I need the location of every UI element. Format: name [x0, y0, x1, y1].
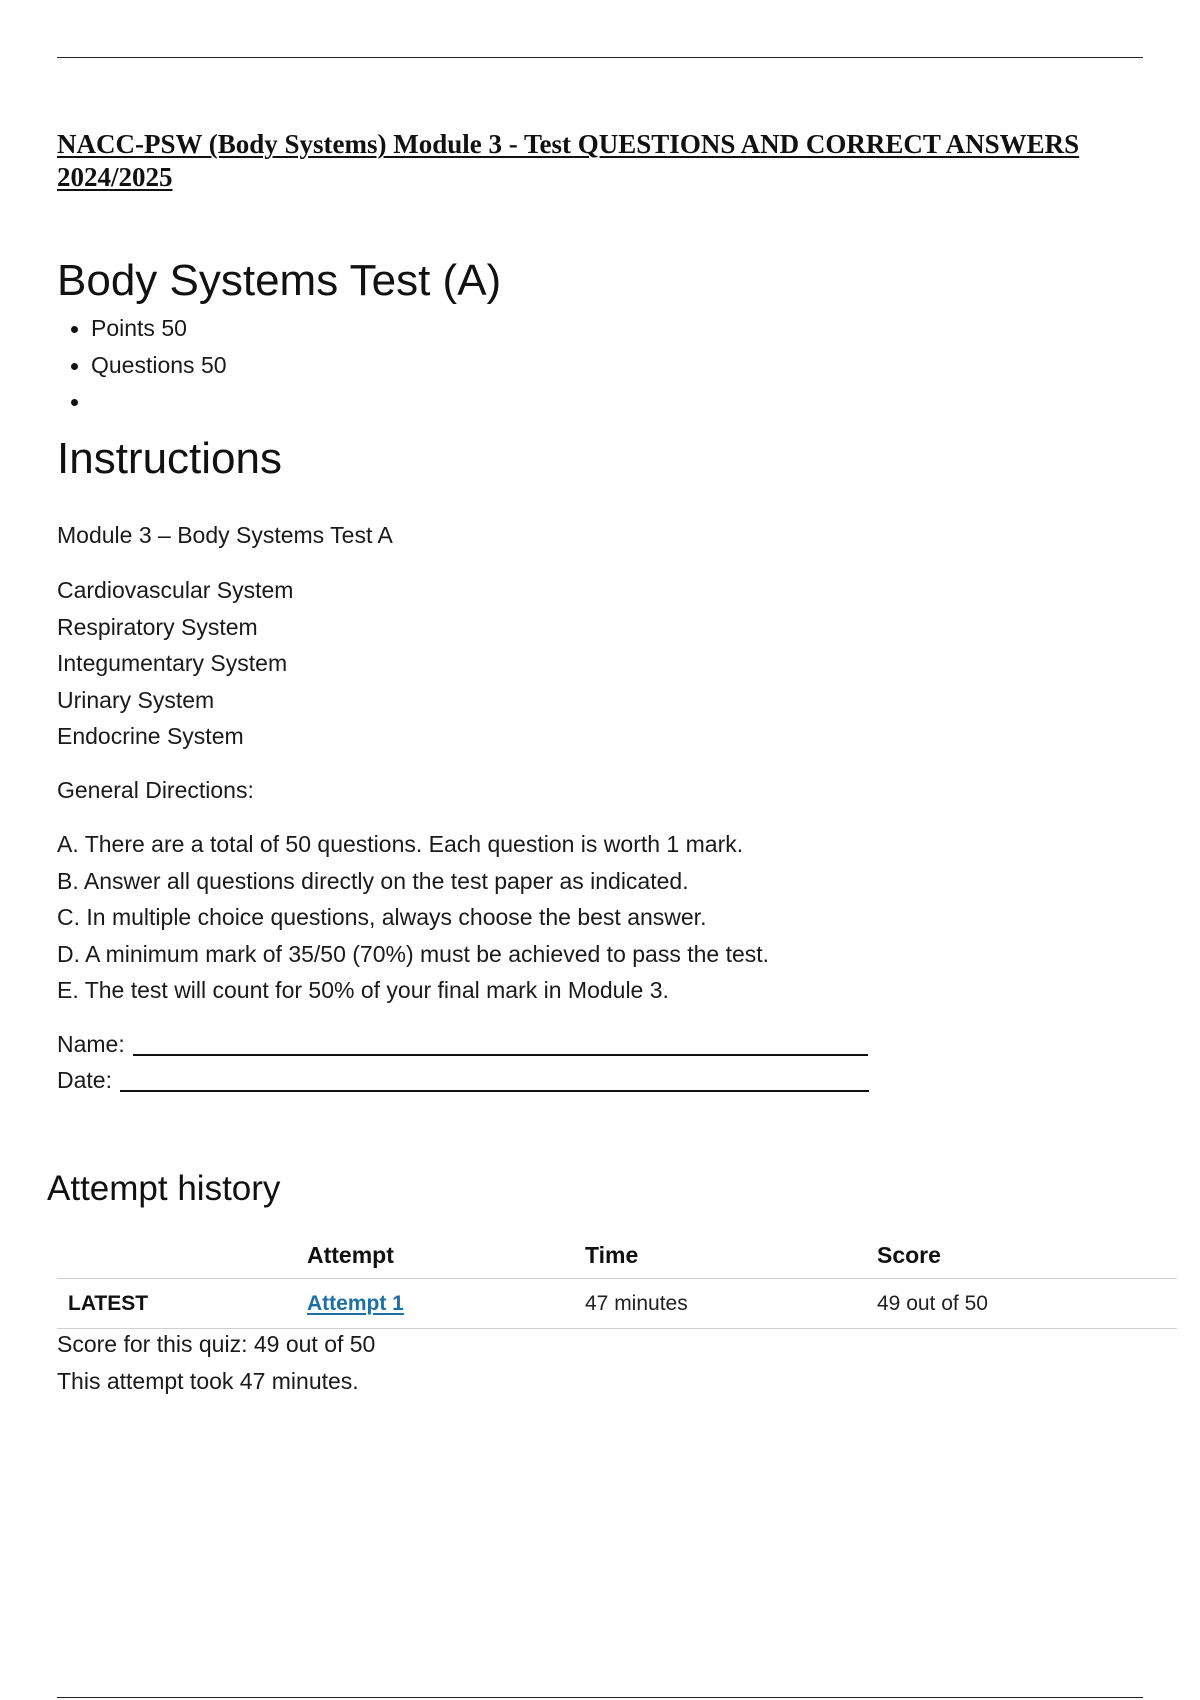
table-header-row [57, 1232, 1177, 1279]
column-header-status [57, 1232, 307, 1279]
score-cell: 49 out of 50 [877, 1279, 1177, 1329]
direction-item: C. In multiple choice questions, always choose the best answer. [57, 904, 707, 930]
quiz-title: Body Systems Test (A) [57, 256, 502, 305]
general-directions-label: General Directions: [57, 777, 254, 803]
date-field [57, 1062, 869, 1099]
direction-item: B. Answer all questions directly on the test paper as indicated. [57, 867, 689, 894]
direction-item: E. The test will count for 50% of your final mark in Module 3. [57, 977, 669, 1003]
system-item: Cardiovascular System [57, 577, 294, 603]
top-divider [57, 57, 1143, 58]
quiz-meta-empty [57, 383, 227, 420]
attempt-duration-text: This attempt took 47 minutes. [57, 1367, 359, 1394]
name-field [57, 1026, 868, 1063]
score-summary [57, 1326, 375, 1399]
column-header-time: Time [585, 1232, 877, 1279]
quiz-meta-list [57, 310, 227, 420]
bottom-divider [57, 1697, 1143, 1698]
system-item: Urinary System [57, 686, 215, 713]
document-title: NACC-PSW (Body Systems) Module 3 - Test QUESTIONS AND CORRECT ANSWERS 2024/2025 [57, 129, 1080, 192]
systems-list [57, 572, 293, 755]
module-line: Module 3 – Body Systems Test A [57, 522, 393, 548]
system-item: Integumentary System [57, 650, 288, 676]
attempt-1-link[interactable]: Attempt 1 [307, 1291, 404, 1315]
column-header-score: Score [877, 1232, 1177, 1279]
quiz-score-text: Score for this quiz: 49 out of 50 [57, 1331, 376, 1357]
table-row [57, 1279, 1177, 1329]
column-header-attempt: Attempt [307, 1232, 585, 1279]
date-blank-line [120, 1068, 869, 1092]
system-item: Respiratory System [57, 613, 258, 640]
name-label: Name: [57, 1031, 125, 1057]
name-blank-line [133, 1032, 868, 1056]
date-label: Date: [57, 1067, 112, 1093]
quiz-meta-points: Points 50 [57, 310, 227, 347]
attempt-cell [307, 1279, 585, 1329]
attempt-history-table [57, 1232, 1177, 1329]
direction-item: D. A minimum mark of 35/50 (70%) must be achieved to pass the test. [57, 940, 770, 967]
directions-list [57, 826, 769, 1009]
time-cell: 47 minutes [585, 1279, 877, 1329]
system-item: Endocrine System [57, 723, 244, 749]
attempt-history-heading: Attempt history [47, 1169, 281, 1208]
instructions-heading: Instructions [57, 434, 282, 483]
latest-badge: LATEST [57, 1279, 307, 1329]
quiz-meta-questions: Questions 50 [57, 347, 227, 384]
direction-item: A. There are a total of 50 questions. Each question is worth 1 mark. [57, 831, 744, 857]
